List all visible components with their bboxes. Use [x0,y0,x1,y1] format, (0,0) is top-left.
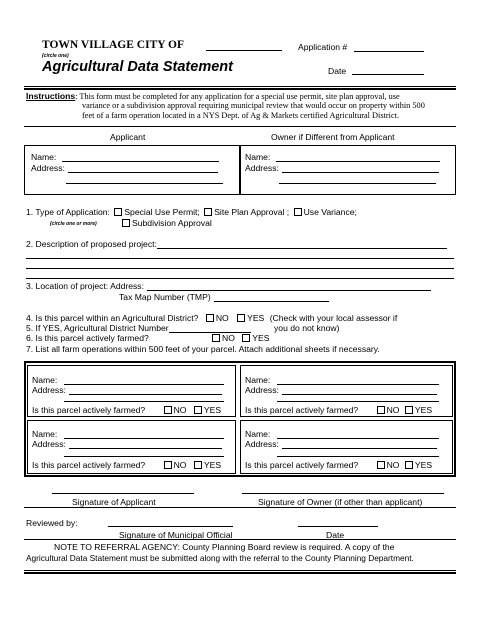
applicant-signature-label: Signature of Applicant [72,497,156,507]
owner-signature-label: Signature of Owner (if other than applicant) [258,497,423,507]
q6-actively-farmed: 6. Is this parcel actively farmed? [26,333,149,343]
review-rule [24,539,456,540]
farm2-name-field[interactable] [245,375,439,385]
q1-subdivision [120,218,212,228]
farm2-yes-checkbox[interactable] [405,406,413,414]
farm1-no-checkbox[interactable] [164,406,172,414]
review-date-line[interactable] [298,526,378,527]
owner-heading: Owner if Different from Applicant [271,132,395,142]
instructions-line-3: feet of a farm operation located in a NYS Dept. of Ag & Markets certified Agricultural District. [82,111,400,120]
q5-label: 5. If YES, Agricultural District Number [26,323,169,333]
application-number-field[interactable] [354,51,424,52]
q6-options [210,333,269,343]
review-date-label: Date [326,530,345,540]
q1-circle-note: (circle one or more) [50,221,97,227]
q5-note: you do not know) [274,323,340,333]
instructions-rule [24,126,456,127]
farm1-address-line-2[interactable] [64,401,224,402]
owner-address-label: Address: [245,163,279,173]
page-title: Agricultural Data Statement [42,59,233,75]
owner-address-line-2[interactable] [279,183,436,184]
q2-line-4[interactable] [26,278,454,279]
applicant-name-label: Name: [31,152,57,162]
farm3-name-field[interactable] [32,429,224,439]
farm2-yes-label: YES [414,405,433,415]
q4-label: 4. Is this parcel within an Agricultural District? [26,313,199,323]
applicant-address-field[interactable] [31,163,218,173]
q4-no-label: NO [215,313,229,323]
site-plan-label: Site Plan Approval ; [214,207,290,217]
farm4-no-checkbox[interactable] [377,461,385,469]
tmp-field[interactable] [119,292,329,302]
q3-label: 3. Location of project: Address: [26,281,144,291]
signature-rule [24,507,456,508]
farm3-no-checkbox[interactable] [164,461,172,469]
farm1-address-field[interactable] [32,385,222,395]
farm3-address-line-2[interactable] [64,456,224,457]
q2-line-2[interactable] [26,258,454,259]
owner-address-field[interactable] [245,163,439,173]
farm4-no-label: NO [386,460,400,470]
farm1-farmed [32,405,221,415]
q6-no-checkbox[interactable] [212,334,220,342]
bottom-rule-thick [24,572,456,574]
q6-no-label: NO [222,333,235,343]
farm2-address-label: Address: [245,385,279,395]
farm4-farmed-label: Is this parcel actively farmed? [245,460,359,470]
instructions-label: Instructions [26,91,76,101]
q4-note: (Check with your local assessor if [269,313,398,323]
application-number-label: Application # [298,42,348,52]
farm1-yes-checkbox[interactable] [194,406,202,414]
q5-district-number[interactable] [26,323,251,333]
farm4-address-line-2[interactable] [277,456,439,457]
farm4-address-field[interactable] [245,439,437,449]
farm1-address-label: Address: [32,385,66,395]
instructions-line-2: variance or a subdivision approval requiring municipal review that would occur on property within 500 [82,101,425,110]
official-signature-label: Signature of Municipal Official [119,530,233,540]
farm1-no-label: NO [173,405,187,415]
farm1-name-label: Name: [32,375,58,385]
instructions-line-1 [26,91,400,101]
farm3-address-label: Address: [32,439,66,449]
farm3-address-field[interactable] [32,439,222,449]
q4-yes-label: YES [247,313,265,323]
farm3-farmed [32,460,221,470]
q4-ag-district [26,313,397,323]
municipality-name-field[interactable] [206,50,282,51]
q2-line-3[interactable] [26,268,454,269]
q1-label: 1. Type of Application: [26,207,110,217]
referral-note-line-1: NOTE TO REFERRAL AGENCY: County Planning Board review is required. A copy of the [54,542,395,552]
site-plan-checkbox[interactable] [204,208,212,216]
farm4-farmed [245,460,432,470]
q2-label: 2. Description of proposed project: [26,239,157,249]
date-label: Date [328,66,347,76]
owner-name-label: Name: [245,152,271,162]
farm2-no-checkbox[interactable] [377,406,385,414]
q3-location-field[interactable] [26,281,431,291]
q6-yes-label: YES [252,333,270,343]
farm1-yes-label: YES [203,405,222,415]
farm4-name-label: Name: [245,429,271,439]
top-rule-thick [24,88,456,90]
applicant-address-line-2[interactable] [66,183,223,184]
applicant-signature-line[interactable] [52,493,194,494]
subdivision-checkbox[interactable] [122,219,130,227]
farm1-farmed-label: Is this parcel actively farmed? [32,405,146,415]
reviewed-by-label: Reviewed by: [26,518,78,528]
applicant-address-label: Address: [31,163,65,173]
referral-note-line-2: Agricultural Data Statement must be submitted along with the referral to the County Planning Department. [26,553,414,563]
instructions-text-1: : This form must be completed for any application for a special use permit, site plan approval, use [75,92,400,101]
owner-name-field[interactable] [245,152,440,162]
owner-signature-line[interactable] [242,493,444,494]
use-variance-label: Use Variance; [303,207,357,217]
farm2-farmed-label: Is this parcel actively farmed? [245,405,359,415]
use-variance-checkbox[interactable] [294,208,302,216]
tmp-label: Tax Map Number (TMP) [119,292,211,302]
farm4-yes-label: YES [414,460,433,470]
farm3-yes-label: YES [203,460,222,470]
official-signature-line[interactable] [108,526,233,527]
q1-application-type [26,207,357,217]
q6-yes-checkbox[interactable] [242,334,250,342]
farm2-no-label: NO [386,405,400,415]
special-use-checkbox[interactable] [114,208,122,216]
farm4-name-field[interactable] [245,429,439,439]
applicant-name-field[interactable] [31,152,219,162]
farm3-no-label: NO [173,460,187,470]
farm4-address-label: Address: [245,439,279,449]
date-field[interactable] [352,74,424,75]
special-use-label: Special Use Permit; [124,207,200,217]
farm2-farmed [245,405,432,415]
farm3-yes-checkbox[interactable] [194,461,202,469]
q2-description-field[interactable] [26,239,447,249]
farm3-farmed-label: Is this parcel actively farmed? [32,460,146,470]
municipality-label: TOWN VILLAGE CITY OF [42,39,184,51]
subdivision-label: Subdivision Approval [132,218,212,228]
q4-no-checkbox[interactable] [206,314,214,322]
farm2-address-line-2[interactable] [277,401,439,402]
farm3-name-label: Name: [32,429,58,439]
q4-yes-checkbox[interactable] [237,314,245,322]
farm2-address-field[interactable] [245,385,437,395]
circle-one-note: (circle one) [42,53,69,59]
farm4-yes-checkbox[interactable] [405,461,413,469]
bottom-rule [24,570,456,571]
farm1-name-field[interactable] [32,375,224,385]
q7-list-farms: 7. List all farm operations within 500 feet of your parcel. Attach additional sheets if necessary. [26,344,380,354]
farm2-name-label: Name: [245,375,271,385]
applicant-heading: Applicant [110,132,146,142]
top-rule [24,86,456,87]
